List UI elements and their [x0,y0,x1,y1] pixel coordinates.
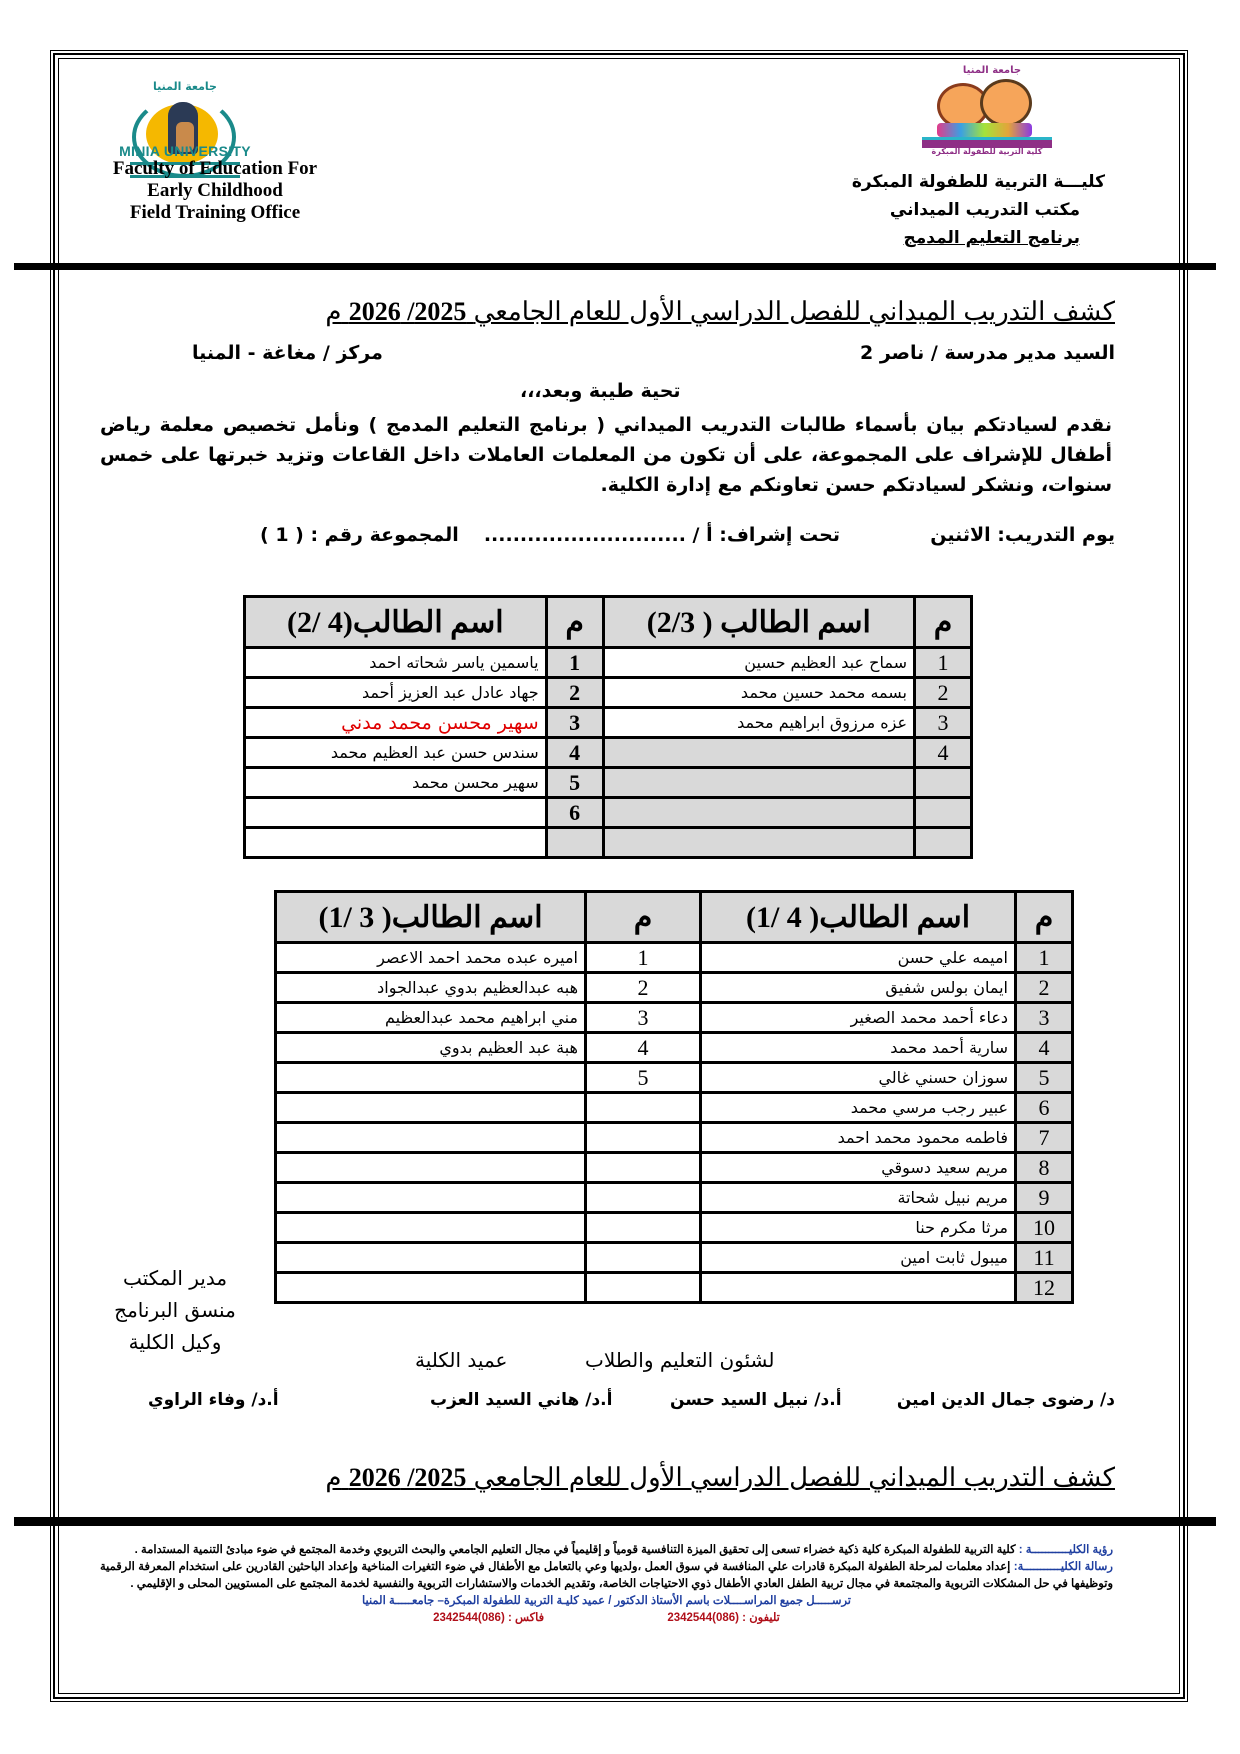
row-number [586,1243,701,1273]
col-num-header: م [586,892,701,943]
vision [100,1542,1113,1559]
row-number: 2 [1016,973,1073,1003]
student-name: دعاء أحمد محمد الصغير [701,1003,1016,1033]
faculty-logo-text-bottom: كلية التربية للطفولة المبكرة [931,147,1043,156]
student-name: سوزان حسني غالي [701,1063,1016,1093]
mission [100,1559,1113,1593]
training-day: يوم التدريب: الاثنين [930,524,1115,546]
table-row [245,828,972,858]
correspondence-note: ترســـــل جميع المراســــلات باسم الأستاذ الدكتور / عميد كليـة التربية للطفولة المبكرة– جامعـــــة المنيا [361,1595,852,1607]
student-name [276,1093,586,1123]
title-text: كشف التدريب الميداني للفصل الدراسي الأول للعام الجامعي [473,1462,1115,1492]
university-name: MINIA UNIVERSITY [119,143,251,159]
signature-name: أ.د/ هاني السيد العزب [430,1390,613,1410]
row-number: 11 [1016,1243,1073,1273]
student-name [276,1183,586,1213]
student-name [603,828,914,858]
row-number: 3 [915,708,972,738]
fax: فاكس : (086)2342544 [433,1612,545,1624]
row-number [546,828,603,858]
row-number: 4 [915,738,972,768]
contact-info [100,1610,1113,1627]
row-number: 2 [915,678,972,708]
student-name: ايمان بولس شفيق [701,973,1016,1003]
student-name [276,1153,586,1183]
role-office-manager: مدير المكتب [122,1266,228,1290]
student-name: سارية أحمد محمد [701,1033,1016,1063]
student-name: هبه عبدالعظيم بدوي عبدالجواد [276,973,586,1003]
row-number [586,1153,701,1183]
table-row [245,648,972,678]
role-dean: عميد الكلية [415,1348,508,1372]
faculty-logo-text-top: جامعة المنيا [962,65,1022,76]
title-year: 2025/ 2026 [348,297,467,326]
row-number: 7 [1016,1123,1073,1153]
vision-label: رؤية الكليـــــــــــة : [1018,1544,1113,1556]
row-number [586,1183,701,1213]
row-number: 6 [546,798,603,828]
student-name [276,1213,586,1243]
student-name: بسمه محمد حسين محمد [603,678,914,708]
title-text: كشف التدريب الميداني للفصل الدراسي الأول للعام الجامعي [473,296,1115,326]
student-name: اميره عبده محمد احمد الاعصر [276,943,586,973]
faculty-name: كليـــة التربية للطفولة المبكرة [851,172,1105,192]
supervisor-field: تحت إشراف: أ / ............................ [483,524,840,546]
side-roles [100,1262,250,1358]
role-vice-dean: وكيل الكلية [128,1330,222,1354]
student-name: ميبول ثابت امين [701,1243,1016,1273]
table-row [245,738,972,768]
col-name-header: اسم الطالب ( 2/3) [603,597,914,648]
document-title-repeat [325,1462,1115,1493]
students-table-2 [274,890,1074,1304]
student-name [603,738,914,768]
title-suffix: م [325,1462,342,1492]
table-row [276,1123,1073,1153]
student-name [276,1273,586,1303]
student-name: مريم نبيل شحاتة [701,1183,1016,1213]
row-number: 12 [1016,1273,1073,1303]
english-line: Early Childhood [147,180,283,201]
student-name: سماح عبد العظيم حسين [603,648,914,678]
phone: تليفون : (086)2342544 [667,1612,780,1624]
center-address: مركز / مغاغة - المنيا [192,342,383,364]
student-name [603,798,914,828]
row-number: 3 [1016,1003,1073,1033]
col-name-header: اسم الطالب( 3 /1) [276,892,586,943]
header-divider [14,263,1216,270]
faculty-logo [912,65,1062,160]
mission-text: إعداد معلمات لمرحلة الطفولة المبكرة قادرات علي المنافسة في سوق العمل ،ولديها وعي بالتعامل مع الأطفال في ضوء التغيرات المناخية وإعداد الباحثين القادرين على استخدام المعرفة الرقمية وتوظيفها في حل المشكلات التربوية والمجتمعة في مجال تربية الطفل العادي الأطفال ذوي الاحتياجات الخاصة، وتقديم الخدمات والاستشارات التربوية والنفسية لخدمة المجتمع على المستويين المحلى و الإقليمي . [100,1561,1113,1590]
row-number: 4 [546,738,603,768]
students-table-1 [243,595,973,859]
student-name [276,1123,586,1153]
row-number: 1 [546,648,603,678]
footer-divider [14,1517,1216,1526]
table-row [245,798,972,828]
student-name: ياسمين ياسر شحاته احمد [245,648,547,678]
row-number: 5 [586,1063,701,1093]
student-name: هبة عبد العظيم بدوي [276,1033,586,1063]
letter-body: نقدم لسيادتكم بيان بأسماء طالبات التدريب الميداني ( برنامج التعليم المدمج ) ونأمل تخصيص معلمة رياض أطفال للإشراف على المجموعة، على أن تكون من المعلمات العاملات داخل القاعات وتزيد خبرتها على خمس سنوات، ونشكر لسيادتكم حسن تعاونكم مع إدارة الكلية. [100,414,1112,496]
row-number: 3 [586,1003,701,1033]
row-number [915,828,972,858]
arabic-header [805,168,1105,252]
table-row [276,1273,1073,1303]
title-year: 2025/ 2026 [348,1463,467,1492]
row-number: 5 [546,768,603,798]
english-line: Field Training Office [129,202,301,223]
row-number [586,1123,701,1153]
signature-name: أ.د/ نبيل السيد حسن [670,1390,842,1410]
table-row [276,943,1073,973]
student-name [276,1063,586,1093]
student-name: مريم سعيد دسوقي [701,1153,1016,1183]
table-row [276,1063,1073,1093]
table-row [276,1003,1073,1033]
table-row [276,1213,1073,1243]
student-name: سهير محسن محمد مدني [245,708,547,738]
row-number: 8 [1016,1153,1073,1183]
student-name: اميمه علي حسن [701,943,1016,973]
signature-name: أ.د/ وفاء الراوي [148,1390,279,1410]
student-name [603,768,914,798]
mission-label: رسالة الكليـــــــــــة: [1013,1561,1113,1573]
col-name-header: اسم الطالب( 4 /1) [701,892,1016,943]
row-number: 2 [546,678,603,708]
title-suffix: م [325,296,342,326]
col-num-header: م [915,597,972,648]
table-row [245,768,972,798]
row-number: 1 [915,648,972,678]
row-number [915,768,972,798]
row-number: 6 [1016,1093,1073,1123]
student-name [245,828,547,858]
student-name [276,1243,586,1273]
row-number: 3 [546,708,603,738]
row-number: 10 [1016,1213,1073,1243]
student-name: سندس حسن عبد العظيم محمد [245,738,547,768]
row-number: 2 [586,973,701,1003]
row-number [586,1093,701,1123]
logo-arabic-text: جامعة المنيا [153,80,217,93]
office-name: مكتب التدريب الميداني [889,200,1080,220]
student-name: سهير محسن محمد [245,768,547,798]
row-number: 4 [586,1033,701,1063]
vision-text: كلية التربية للطفولة المبكرة كلية ذكية خضراء تسعى إلى تحقيق الميزة التنافسية قومياً و إقليمياً في مجال التعليم الجامعي والبحث التربوي وخدمة المجتمع في ضوء مبادئ التنمية المستدامة . [134,1544,1016,1556]
footer [100,1542,1113,1627]
table-row [276,1093,1073,1123]
english-header [100,158,330,224]
program-name: برنامج التعليم المدمج [903,228,1080,248]
student-name [701,1273,1016,1303]
student-name: عبير رجب مرسي محمد [701,1093,1016,1123]
document-title [325,296,1115,327]
table-row [276,1033,1073,1063]
table-row [276,973,1073,1003]
school-address: السيد مدير مدرسة / ناصر 2 [860,342,1115,364]
student-name [245,798,547,828]
student-name: مرثا مكرم حنا [701,1213,1016,1243]
signature-name: د/ رضوى جمال الدين امين [896,1390,1115,1410]
row-number: 5 [1016,1063,1073,1093]
role-program-coordinator: منسق البرنامج [114,1298,236,1322]
student-name: فاطمه محمود محمد احمد [701,1123,1016,1153]
table-row [276,1153,1073,1183]
col-name-header: اسم الطالب(4 /2) [245,597,547,648]
table-row [245,678,972,708]
student-name: عزه مرزوق ابراهيم محمد [603,708,914,738]
row-number: 9 [1016,1183,1073,1213]
row-number: 4 [1016,1033,1073,1063]
greeting: تحية طيبة وبعد،،، [520,380,681,402]
student-name: جهاد عادل عبد العزيز أحمد [245,678,547,708]
english-line: Faculty of Education For [112,158,318,179]
role-education-affairs: لشئون التعليم والطلاب [585,1348,775,1372]
table-row [276,1243,1073,1273]
table-row [245,708,972,738]
group-number: المجموعة رقم : ( 1 ) [260,524,459,546]
row-number: 1 [1016,943,1073,973]
row-number: 1 [586,943,701,973]
student-name: مني ابراهيم محمد عبدالعظيم [276,1003,586,1033]
row-number [586,1213,701,1243]
table-row [276,1183,1073,1213]
row-number [915,798,972,828]
col-num-header: م [546,597,603,648]
col-num-header: م [1016,892,1073,943]
row-number [586,1273,701,1303]
